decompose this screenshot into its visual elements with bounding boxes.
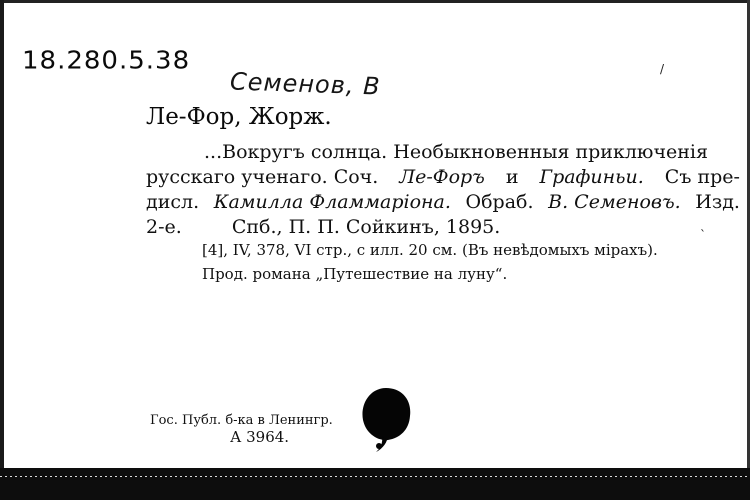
body-text: 2-е.: [146, 216, 182, 238]
physical-description: [4], IV, 378, VI стр., с илл. 20 см. (Въ невѣдомыхъ мірахъ).: [202, 241, 658, 259]
library-name: Гос. Публ. б-ка в Ленингр.: [150, 413, 333, 428]
body-text: русскаго ученаго. Соч.: [146, 166, 379, 188]
pencil-mark: `: [700, 228, 706, 242]
body-text: Съ пре-: [664, 166, 740, 188]
body-text: Обраб.: [465, 191, 534, 213]
pencil-mark: /: [660, 62, 665, 76]
imprint: Спб., П. П. Сойкинъ, 1895.: [231, 216, 501, 238]
shelfmark: 18.280.5.38: [22, 46, 191, 76]
card-left-edge: [0, 0, 4, 470]
body-text-italic: Камилла Фламмаріона.: [213, 191, 451, 213]
body-text-italic: В. Семеновъ.: [548, 191, 681, 213]
ink-blot: [358, 386, 414, 456]
title-description: [146, 140, 740, 240]
series-note: Прод. романа „Путешествие на луну“.: [202, 265, 508, 283]
collation-block: [202, 238, 742, 286]
body-line-3: [146, 190, 740, 215]
body-line-4: [146, 215, 740, 240]
body-text-italic: Графиньи.: [539, 166, 644, 188]
handwritten-name: Семенов, В: [229, 67, 382, 101]
body-text: дисл.: [146, 191, 200, 213]
library-stamp-text: [150, 412, 333, 446]
card-bottom-edge: [0, 468, 750, 500]
card-top-edge: [0, 0, 750, 3]
body-text-italic: Ле-Форъ: [399, 166, 485, 188]
body-text: и: [505, 166, 519, 188]
accession-number: А 3964.: [230, 428, 290, 446]
body-line-2: [146, 165, 740, 190]
body-text: Изд.: [695, 191, 740, 213]
author-heading: Ле-Фор, Жорж.: [146, 104, 332, 130]
body-line-1: ...Вокругъ солнца. Необыкновенныя приключенія: [204, 141, 708, 163]
